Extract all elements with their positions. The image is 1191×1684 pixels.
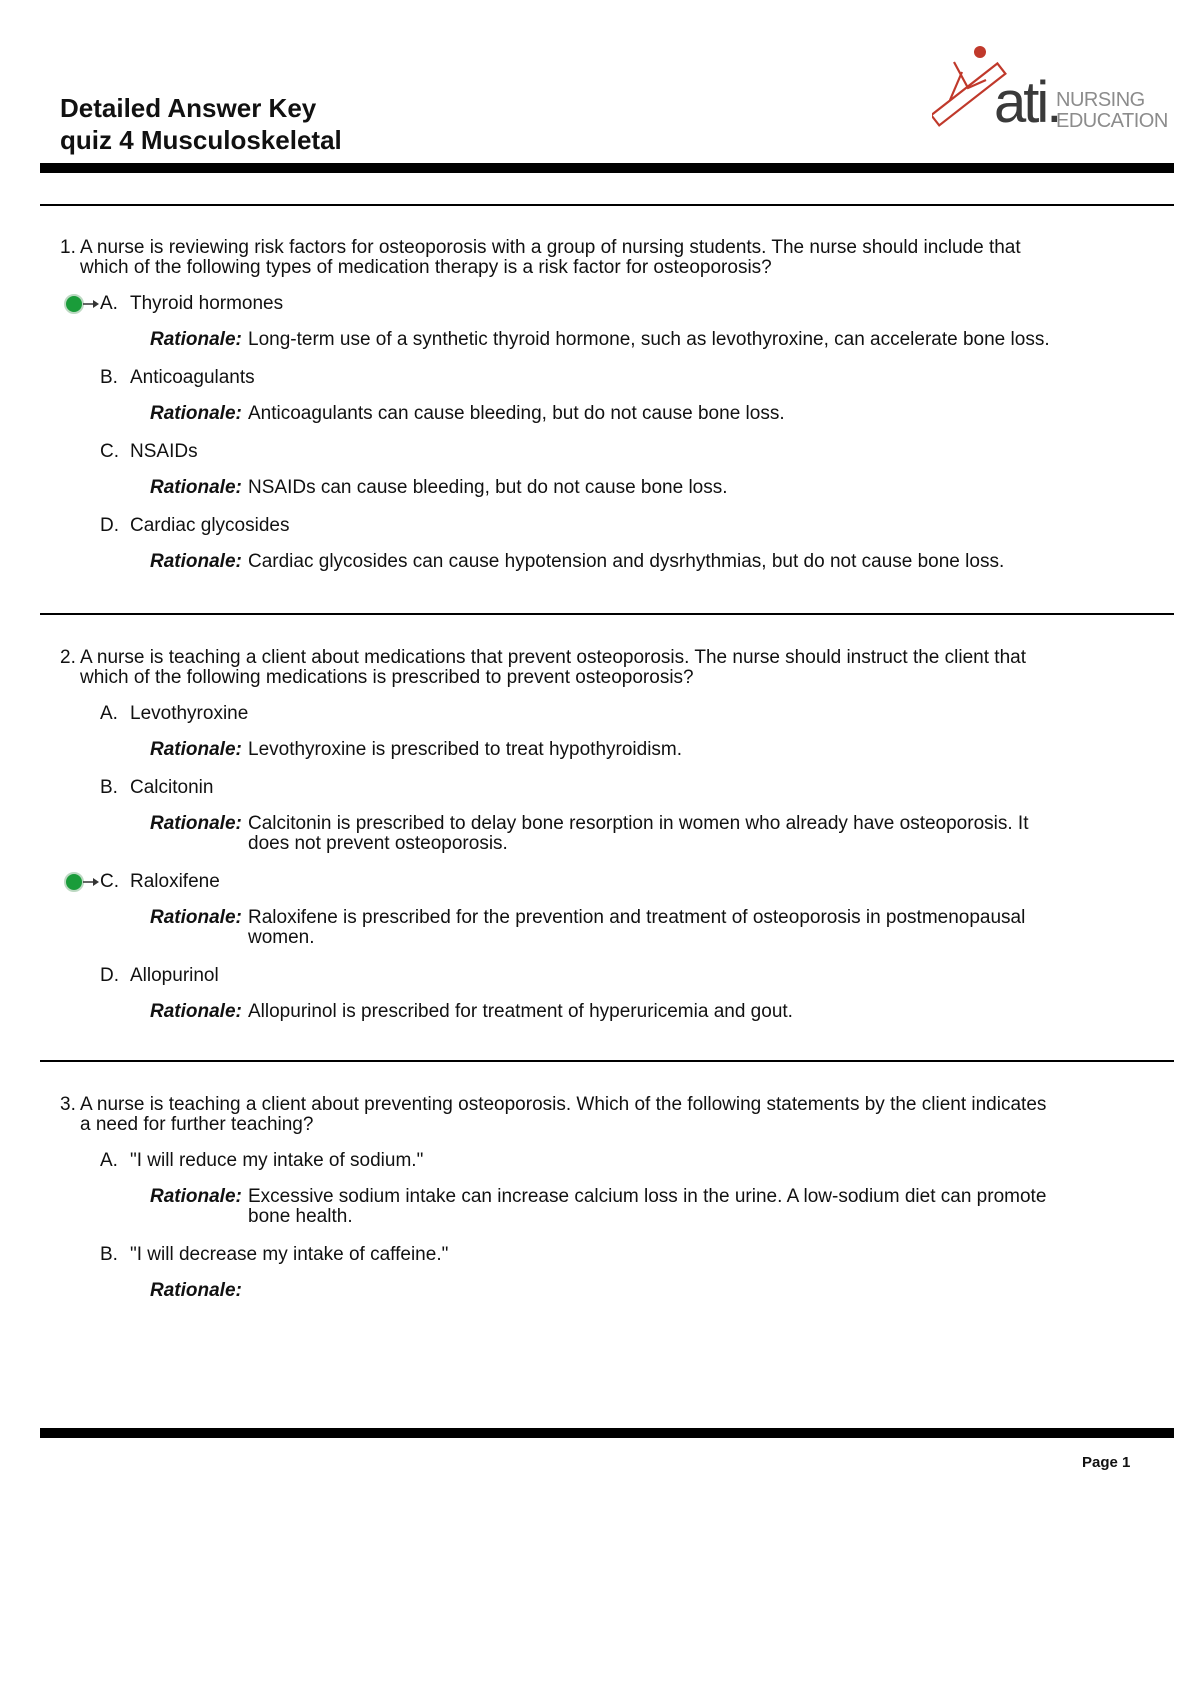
question-2 (60, 648, 1120, 1038)
rationale-label: Rationale: (150, 1186, 242, 1207)
rationale-label: Rationale: (150, 1280, 242, 1301)
question-number: 1. (60, 237, 76, 258)
rationale-label: Rationale: (150, 477, 242, 498)
rationale-text: NSAIDs can cause bleeding, but do not cause bone loss. (248, 477, 728, 498)
stem-line: A nurse is teaching a client about preventing osteoporosis. Which of the following statements by the client indicates (80, 1094, 1047, 1115)
rationale-text: Levothyroxine is prescribed to treat hypothyroidism. (248, 739, 683, 760)
option-b (60, 1243, 1120, 1301)
rationale-label: Rationale: (150, 1001, 242, 1022)
title-line-1: Detailed Answer Key (60, 93, 317, 123)
rationale (60, 1002, 1120, 1022)
footer-rule (40, 1428, 1174, 1438)
option-d (60, 514, 1120, 572)
option-text: Cardiac glycosides (130, 515, 290, 536)
question-stem (60, 1095, 1120, 1135)
rationale-text: Cardiac glycosides can cause hypotension and dysrhythmias, but do not cause bone loss. (248, 551, 1005, 572)
option-letter: B. (100, 777, 118, 798)
option-text: Levothyroxine (130, 703, 249, 724)
option-letter: B. (100, 1244, 118, 1265)
question-3 (60, 1095, 1120, 1317)
option-letter: C. (100, 441, 119, 462)
option-text: Thyroid hormones (130, 293, 284, 314)
options-list (60, 702, 1120, 1022)
option-c (60, 440, 1120, 498)
question-stem (60, 238, 1120, 278)
logo-line-1: NURSING (1056, 89, 1145, 111)
title-line-2: quiz 4 Musculoskeletal (60, 125, 342, 155)
option-a (60, 702, 1120, 760)
rationale-text: women. (248, 927, 315, 948)
question-1 (60, 238, 1120, 588)
rationale-label: Rationale: (150, 329, 242, 350)
rationale-text: Long-term use of a synthetic thyroid hormone, such as levothyroxine, can accelerate bone loss. (248, 329, 1050, 350)
stem-line: A nurse is reviewing risk factors for osteoporosis with a group of nursing students. The nurse should include that (80, 237, 1021, 258)
option-letter: B. (100, 367, 118, 388)
option-text: NSAIDs (130, 441, 198, 462)
rationale-text: Calcitonin is prescribed to delay bone resorption in women who already have osteoporosis. It (248, 813, 1029, 834)
rationale-label: Rationale: (150, 551, 242, 572)
rationale (60, 330, 1120, 350)
option-text: Anticoagulants (130, 367, 255, 388)
logo-mark: ati. (994, 70, 1060, 135)
stem-line: a need for further teaching? (80, 1114, 314, 1135)
rationale-text: Anticoagulants can cause bleeding, but do not cause bone loss. (248, 403, 785, 424)
rationale-label: Rationale: (150, 403, 242, 424)
header-rule (40, 163, 1174, 173)
divider (40, 204, 1174, 206)
option-a (60, 292, 1120, 350)
option-text: Calcitonin (130, 777, 214, 798)
option-text: Allopurinol (130, 965, 219, 986)
rationale (60, 740, 1120, 760)
logo-line-2: EDUCATION (1056, 110, 1168, 132)
document-title (60, 92, 342, 156)
page-number: Page 1 (1082, 1454, 1131, 1471)
ati-logo (932, 42, 1168, 142)
rationale-text: Raloxifene is prescribed for the prevention and treatment of osteoporosis in postmenopausal (248, 907, 1026, 928)
rationale-text: bone health. (248, 1206, 353, 1227)
option-b (60, 366, 1120, 424)
rationale-label: Rationale: (150, 739, 242, 760)
option-b (60, 776, 1120, 854)
divider (40, 613, 1174, 615)
option-text: "I will decrease my intake of caffeine." (130, 1244, 449, 1265)
stem-line: A nurse is teaching a client about medications that prevent osteoporosis. The nurse should instruct the client that (80, 647, 1026, 668)
rationale (60, 1281, 1120, 1301)
option-letter: A. (100, 703, 118, 724)
option-letter: D. (100, 515, 119, 536)
option-letter: D. (100, 965, 119, 986)
correct-answer-icon (63, 293, 101, 315)
option-text: Raloxifene (130, 871, 220, 892)
rationale (60, 478, 1120, 498)
stem-line: which of the following medications is prescribed to prevent osteoporosis? (80, 667, 694, 688)
option-d (60, 964, 1120, 1022)
rationale (60, 1187, 1120, 1227)
rationale-text: does not prevent osteoporosis. (248, 833, 508, 854)
correct-answer-icon (63, 871, 101, 893)
option-letter: C. (100, 871, 119, 892)
option-c (60, 870, 1120, 948)
option-letter: A. (100, 1150, 118, 1171)
option-text: "I will reduce my intake of sodium." (130, 1150, 424, 1171)
rationale (60, 552, 1120, 572)
stem-line: which of the following types of medication therapy is a risk factor for osteoporosis? (80, 257, 772, 278)
rationale-text: Allopurinol is prescribed for treatment of hyperuricemia and gout. (248, 1001, 793, 1022)
question-number: 2. (60, 647, 76, 668)
options-list (60, 1149, 1120, 1301)
options-list (60, 292, 1120, 572)
rationale (60, 404, 1120, 424)
rationale-text: Excessive sodium intake can increase calcium loss in the urine. A low-sodium diet can promote (248, 1186, 1047, 1207)
option-letter: A. (100, 293, 118, 314)
divider (40, 1060, 1174, 1062)
rationale (60, 908, 1120, 948)
rationale-label: Rationale: (150, 813, 242, 834)
option-a (60, 1149, 1120, 1227)
rationale-label: Rationale: (150, 907, 242, 928)
question-stem (60, 648, 1120, 688)
rationale (60, 814, 1120, 854)
question-number: 3. (60, 1094, 76, 1115)
logo-brand (1056, 90, 1168, 132)
